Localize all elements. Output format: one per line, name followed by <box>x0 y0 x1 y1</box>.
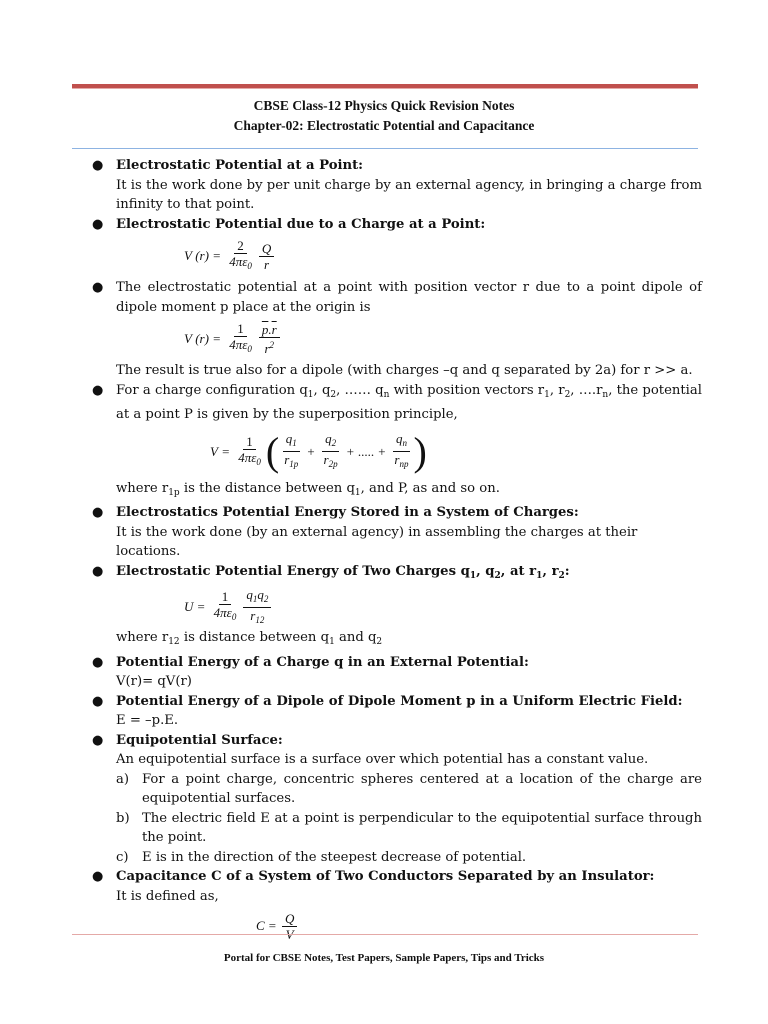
top-rule <box>72 84 698 89</box>
page-title: CBSE Class-12 Physics Quick Revision Notes <box>253 98 515 113</box>
footer-rule <box>72 934 698 935</box>
bullet-icon: ● <box>92 216 104 232</box>
list-item <box>90 562 702 653</box>
item-text: The result is true also for a dipole (with charges –q and q separated by 2a) for r >> a. <box>116 363 693 378</box>
bullet-icon: ● <box>92 505 104 520</box>
item-text: where $r_{1p}$ is the distance between $q_1$, and P, as and so on. <box>116 480 500 498</box>
formula-two-charge-energy: U = $\frac{1}{4\pi\varepsilon_0}$ $\frac{q_1q_2}{r_{12}}$ <box>116 586 702 628</box>
sub-item: a) For a point charge, concentric spheres centered at a location of the charge are equipotential surfaces. <box>116 771 702 806</box>
list-item <box>90 503 702 562</box>
list-item <box>90 731 702 868</box>
bullet-icon: ● <box>92 693 104 709</box>
list-item <box>90 278 702 381</box>
footer-text: Portal for CBSE Notes, Test Papers, Sample Papers, Tips and Tricks <box>223 952 545 964</box>
formula-dipole-potential: V ( r ) = $\frac{1}{4\pi\varepsilon_0}$ $\frac{\overline{p}.\overline{r}}{r^2}$ <box>116 317 702 361</box>
item-text: It is the work done by per unit charge by an external agency, in bringing a charge from infinity to that point. <box>116 177 702 212</box>
list-item <box>90 653 702 692</box>
formula-capacitance: C = Q <box>116 906 702 946</box>
item-text: An equipotential surface is a surface over which potential has a constant value. <box>116 752 649 767</box>
list-item <box>90 692 702 731</box>
item-text: V(r)= qV(r) <box>116 674 192 689</box>
item-text: For a charge configuration $q_1$, $q_2$, …… $q_n$ with position vectors $r_1$, $r_2$, $\dots.r_n$, the potential at a point P is given by the superposition principle, <box>116 382 702 422</box>
item-title: Electrostatics Potential Energy Stored in a System of Charges: <box>116 505 579 520</box>
list-item <box>90 215 702 279</box>
item-title: Capacitance C of a System of Two Conductors Separated by an Insulator: <box>116 869 655 884</box>
formula-potential-point-charge: V ( r ) = $\frac{2}{4\pi\varepsilon_0}$ $\frac{Q}{r}$ <box>116 234 702 278</box>
item-title: Potential Energy of a Dipole of Dipole Moment p in a Uniform Electric Field: <box>116 693 683 709</box>
item-title: Electrostatic Potential due to a Charge at a Point: <box>116 216 486 232</box>
bullet-icon: ● <box>92 158 104 173</box>
bullet-icon: ● <box>92 732 104 748</box>
item-title: Electrostatic Potential at a Point: <box>116 158 364 173</box>
bullet-icon: ● <box>92 654 104 670</box>
formula-superposition: V = $\frac{1}{4\pi\varepsilon_0}$ ( $\frac{q_1}{r_{1p}}$ + $\frac{q_2}{r_{2p}}$ + ..... + $\frac{q_n}{r_{np}}$ ) <box>210 428 427 474</box>
list-item <box>90 156 702 215</box>
sub-item: b) The electric field E at a point is perpendicular to the equipotential surface through the point. <box>116 810 702 845</box>
item-title: Potential Energy of a Charge q in an External Potential: <box>116 654 529 670</box>
item-text: It is the work done (by an external agency) in assembling the charges at their locations. <box>116 524 638 559</box>
item-text: where $r_{12}$ is distance between $q_1$ and $q_2$ <box>116 630 383 647</box>
item-text: It is defined as, <box>116 888 219 904</box>
item-text: The electrostatic potential at a point with position vector r due to a point dipole of dipole moment p place at the origin is <box>116 280 702 315</box>
item-title: Equipotential Surface: <box>116 732 283 748</box>
bullet-icon: ● <box>92 869 104 884</box>
bullet-icon: ● <box>92 382 104 398</box>
divider <box>72 148 698 149</box>
notes-content <box>90 156 702 946</box>
bullet-icon: ● <box>92 280 104 295</box>
item-text: E = –p.E. <box>116 713 179 728</box>
bullet-icon: ● <box>92 563 104 579</box>
list-item <box>90 381 702 504</box>
chapter-title: Chapter-02: Electrostatic Potential and Capacitance <box>233 118 535 133</box>
item-title: Electrostatic Potential Energy of Two Charges $q_1$, $q_2$, at $r_1$, $r_2$: <box>116 563 570 581</box>
sub-item: c) E is in the direction of the steepest decrease of potential. <box>116 849 527 865</box>
